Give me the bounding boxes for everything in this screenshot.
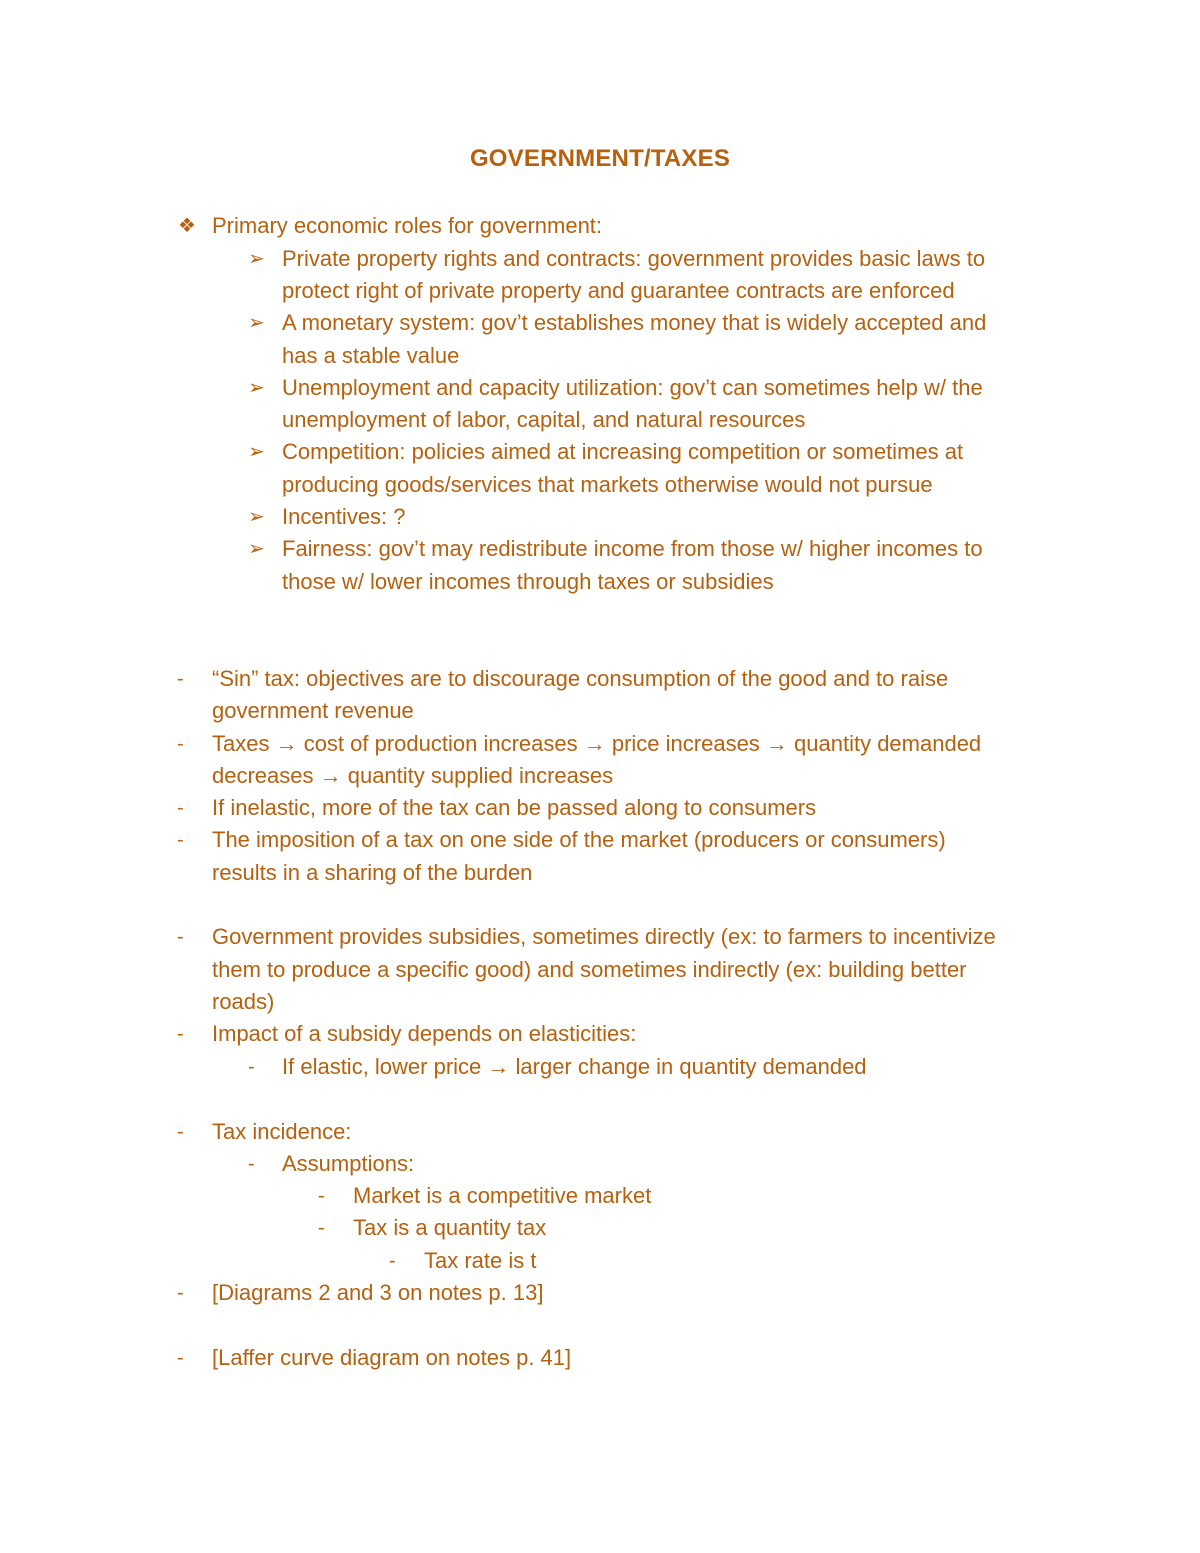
role-item-line: producing goods/services that markets otherwise would not pursue: [282, 472, 933, 497]
role-item-line: Private property rights and contracts: government provides basic laws to: [282, 246, 986, 271]
role-item-line: has a stable value: [282, 343, 460, 368]
role-item-line: Fairness: gov’t may redistribute income from those w/ higher incomes to: [282, 536, 983, 561]
role-item-line: Competition: policies aimed at increasing competition or sometimes at: [282, 439, 964, 464]
dash-bullet: -: [177, 668, 184, 690]
tax-note-line: If inelastic, more of the tax can be passed along to consumers: [212, 795, 817, 820]
arrow-bullet-icon: ➢: [248, 538, 265, 560]
arrow-bullet-icon: ➢: [248, 506, 265, 528]
dash-bullet: -: [177, 797, 184, 819]
dash-bullet: -: [389, 1250, 396, 1272]
dash-bullet: -: [177, 1347, 184, 1369]
role-item-line: Incentives: ?: [282, 504, 406, 529]
page-title: GOVERNMENT/TAXES: [469, 145, 731, 172]
role-item-line: Unemployment and capacity utilization: gov’t can sometimes help w/ the: [282, 375, 983, 400]
tax-note-line: results in a sharing of the burden: [212, 860, 533, 885]
role-item-line: A monetary system: gov’t establishes money that is widely accepted and: [282, 310, 987, 335]
role-item-line: unemployment of labor, capital, and natural resources: [282, 407, 806, 432]
dash-bullet: -: [248, 1056, 255, 1078]
diamond-bullet-icon: ❖: [178, 215, 196, 237]
subsidy-note-line: Impact of a subsidy depends on elasticities:: [212, 1021, 637, 1046]
tax-note-line: “Sin” tax: objectives are to discourage consumption of the good and to raise: [212, 666, 949, 691]
subsidy-note-line: If elastic, lower price → larger change in quantity demanded: [282, 1054, 867, 1079]
laffer-reference: [Laffer curve diagram on notes p. 41]: [212, 1345, 572, 1370]
tax-note-line: decreases → quantity supplied increases: [212, 763, 614, 788]
arrow-bullet-icon: ➢: [248, 312, 265, 334]
dash-bullet: -: [177, 1023, 184, 1045]
dash-bullet: -: [177, 1121, 184, 1143]
tax-rate-item: Tax rate is t: [424, 1248, 537, 1273]
dash-bullet: -: [248, 1153, 255, 1175]
diagrams-reference: [Diagrams 2 and 3 on notes p. 13]: [212, 1280, 544, 1305]
arrow-bullet-icon: ➢: [248, 248, 265, 270]
dash-bullet: -: [177, 733, 184, 755]
dash-bullet: -: [318, 1217, 325, 1239]
assumption-item: Market is a competitive market: [353, 1183, 652, 1208]
dash-bullet: -: [177, 926, 184, 948]
subsidy-note-line: Government provides subsidies, sometimes directly (ex: to farmers to incentivize: [212, 924, 996, 949]
subsidy-note-line: them to produce a specific good) and sometimes indirectly (ex: building better: [212, 957, 967, 982]
dash-bullet: -: [318, 1185, 325, 1207]
subsidy-note-line: roads): [212, 989, 275, 1014]
roles-heading: Primary economic roles for government:: [212, 213, 603, 238]
tax-note-line: Taxes → cost of production increases → price increases → quantity demanded: [212, 731, 982, 756]
assumptions-heading: Assumptions:: [282, 1151, 415, 1176]
tax-note-line: The imposition of a tax on one side of the market (producers or consumers): [212, 827, 946, 852]
role-item-line: those w/ lower incomes through taxes or subsidies: [282, 569, 774, 594]
dash-bullet: -: [177, 1282, 184, 1304]
tax-note-line: government revenue: [212, 698, 414, 723]
arrow-bullet-icon: ➢: [248, 377, 265, 399]
role-item-line: protect right of private property and guarantee contracts are enforced: [282, 278, 955, 303]
incidence-heading: Tax incidence:: [212, 1119, 352, 1144]
assumption-item: Tax is a quantity tax: [353, 1215, 547, 1240]
dash-bullet: -: [177, 829, 184, 851]
arrow-bullet-icon: ➢: [248, 441, 265, 463]
